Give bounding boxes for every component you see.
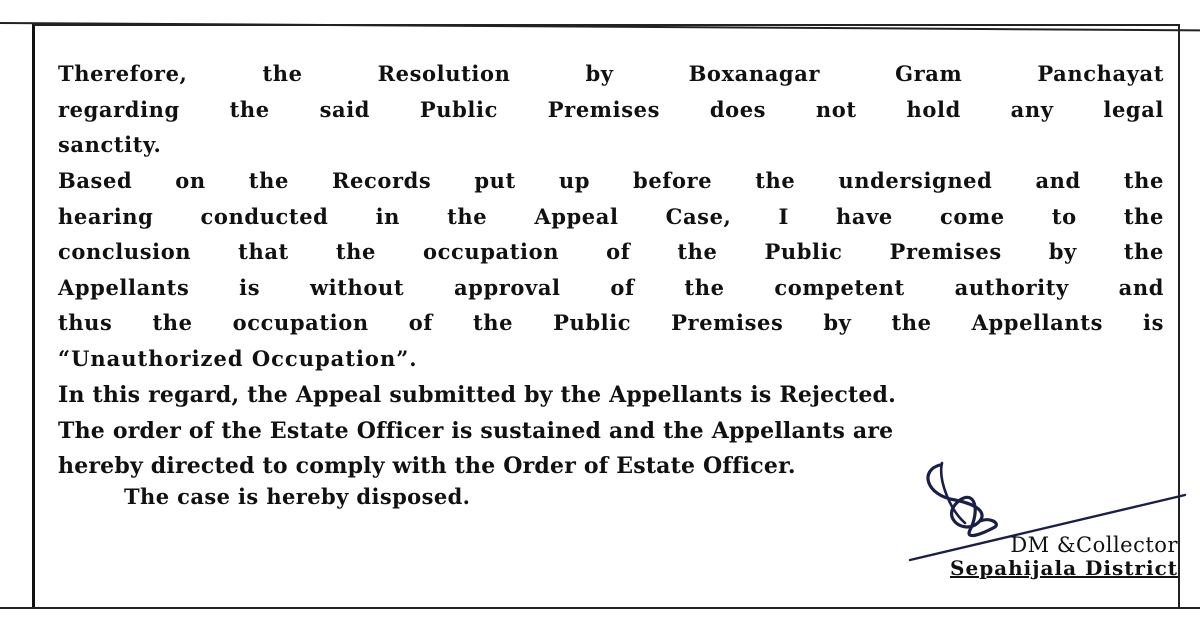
text-line: thus the occupation of the Public Premises by the Appellants is bbox=[58, 310, 1164, 335]
text-line: hereby directed to comply with the Order of Estate Officer. bbox=[58, 453, 796, 479]
text-line: Therefore, the Resolution by Boxanagar Gram Panchayat bbox=[58, 61, 1164, 86]
text-line: sanctity. bbox=[58, 132, 162, 157]
paragraph-resolution bbox=[58, 56, 1164, 163]
text-line: In this regard, the Appeal submitted by the Appellants is Rejected. bbox=[58, 382, 896, 408]
bottom-rule bbox=[0, 607, 1200, 609]
emphasis-suffix: . bbox=[409, 345, 418, 371]
text-line: Based on the Records put up before the undersigned and the bbox=[58, 168, 1164, 193]
text-line: hearing conducted in the Appeal Case, I have come to the bbox=[58, 203, 1164, 229]
signatory-block bbox=[950, 533, 1178, 579]
text-line: The order of the Estate Officer is sustained and the Appellants are bbox=[58, 417, 894, 444]
text-line: conclusion that the occupation of the Public Premises by the bbox=[58, 239, 1164, 264]
paragraph-conclusion bbox=[58, 163, 1164, 376]
text-line: Appellants is without approval of the competent authority and bbox=[58, 274, 1164, 300]
signatory-district: Sepahijala District bbox=[950, 556, 1178, 580]
closing-statement: The case is hereby disposed. bbox=[124, 484, 471, 509]
text-line: regarding the said Public Premises does not hold any legal bbox=[58, 96, 1164, 122]
signatory-title: DM &Collector bbox=[1010, 533, 1178, 557]
unauthorized-occupation-emphasis: “Unauthorized Occupation” bbox=[58, 345, 410, 371]
emphasis-line bbox=[58, 341, 1164, 377]
